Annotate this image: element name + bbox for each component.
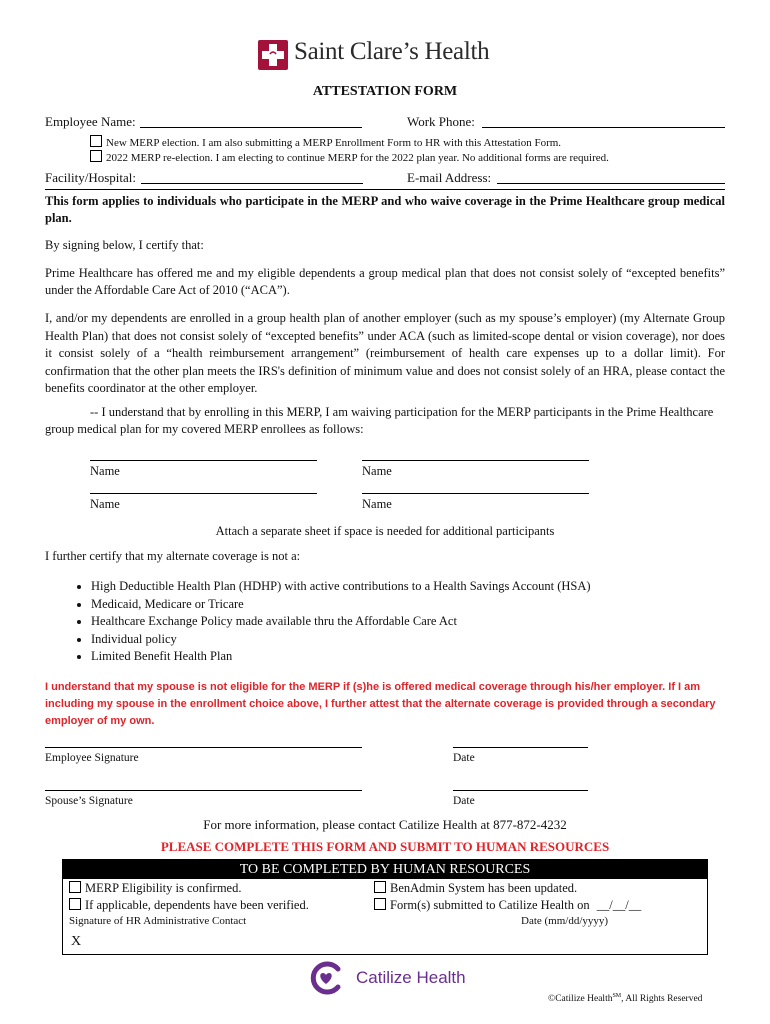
catilize-brand-name: Catilize Health <box>356 968 466 987</box>
cross-logo-icon <box>258 40 288 70</box>
spouse-date-line[interactable] <box>453 790 588 791</box>
employee-name-label: Employee Name: <box>45 114 136 129</box>
list-item: • Healthcare Exchange Policy made available thru the Affordable Care Act <box>91 613 591 631</box>
submitted-date-blank[interactable]: __/__/__ <box>596 898 642 912</box>
hr-item-submitted-text: Form(s) submitted to Catilize Health on <box>390 898 590 912</box>
list-item: • Individual policy <box>91 631 591 649</box>
attach-note: Attach a separate sheet if space is needed for additional participants <box>215 524 555 538</box>
catilize-heart-icon <box>308 960 344 996</box>
hr-item-dependents-text: If applicable, dependents have been verified. <box>85 898 309 912</box>
employee-name-field[interactable] <box>140 127 362 128</box>
contact-info: For more information, please contact Catilize Health at 877-872-4232 <box>203 817 567 832</box>
catilize-logo <box>308 960 468 996</box>
paragraph-alternate-plan: I, and/or my dependents are enrolled in a group health plan of another employer (such as my spouse’s employer) (my Alternate Group Health Plan) that does not consist solely of “excepted benefits” under ACA (such as limited-scope dental or vision coverage), nor does it consist solely of a “health reimbursement arrangement” (reimbursement of health care expenses up to a dollar limit). For confirmation that the other plan meets the IRS's definition of minimum value and does not consist solely of an HRA, please contact the benefits coordinator at the other employer. <box>45 311 725 395</box>
paragraph-waiving: -- I understand that by enrolling in this MERP, I am waiving participation for the MERP participants in the Prime Healthcare group medical plan for my covered MERP enrollees as follows: <box>45 405 714 436</box>
excluded-coverage-list <box>45 578 591 666</box>
participant-name-line-1[interactable] <box>90 460 317 461</box>
email-field[interactable] <box>497 183 725 184</box>
certify-intro: By signing below, I certify that: <box>45 238 204 252</box>
facility-field[interactable] <box>141 183 363 184</box>
submit-instructions: PLEASE COMPLETE THIS FORM AND SUBMIT TO HUMAN RESOURCES <box>160 839 610 854</box>
hr-item-dependents <box>69 898 309 913</box>
hr-date-label: Date (mm/dd/yyyy) <box>521 915 609 927</box>
hr-item-benadmin <box>374 881 577 896</box>
hr-section-header <box>63 860 707 879</box>
new-election-checkbox[interactable] <box>90 135 102 147</box>
hr-item-eligibility-text: MERP Eligibility is confirmed. <box>85 881 242 895</box>
rights-text: , All Rights Reserved <box>621 994 703 1005</box>
list-item: • Limited Benefit Health Plan <box>91 648 591 666</box>
copyright-notice <box>548 993 702 1004</box>
service-mark: SM <box>612 993 622 999</box>
hr-section-box <box>62 859 708 955</box>
option-new-election <box>90 135 561 149</box>
participant-name-line-3[interactable] <box>90 493 317 494</box>
reelection-checkbox[interactable] <box>90 150 102 162</box>
hr-item-benadmin-text: BenAdmin System has been updated. <box>390 881 578 895</box>
spouse-eligibility-statement: I understand that my spouse is not eligible for the MERP if (s)he is offered medical coverage through his/her employer. If I am including my spouse in the enrollment choice above, I further attest that the alternate coverage is provided through a secondary employer of my own. <box>45 681 716 727</box>
participant-name-label: Name <box>362 497 392 511</box>
participant-name-line-4[interactable] <box>362 493 589 494</box>
dependents-checkbox[interactable] <box>69 898 81 910</box>
submitted-checkbox[interactable] <box>374 898 386 910</box>
applies-statement: This form applies to individuals who participate in the MERP and who waive coverage in the Prime Healthcare group medical plan. <box>45 194 725 225</box>
hr-item-eligibility <box>69 881 241 896</box>
hr-signature-x[interactable]: X <box>71 934 82 949</box>
list-item: • High Deductible Health Plan (HDHP) with active contributions to a Health Savings Account (HSA) <box>91 578 591 596</box>
eligibility-checkbox[interactable] <box>69 881 81 893</box>
hr-section-title: TO BE COMPLETED BY HUMAN RESOURCES <box>239 862 531 877</box>
list-item: • Medicaid, Medicare or Tricare <box>91 596 591 614</box>
participant-name-label: Name <box>90 497 120 511</box>
spouse-date-label: Date <box>453 795 475 807</box>
brand-name: Saint Clare’s Health <box>294 38 490 65</box>
option-reelection-text: 2022 MERP re-election. I am electing to continue MERP for the 2022 plan year. No additional forms are required. <box>106 152 609 164</box>
hr-signature-label: Signature of HR Administrative Contact <box>69 915 247 927</box>
section-divider <box>45 189 725 190</box>
form-title: ATTESTATION FORM <box>312 84 458 99</box>
benadmin-checkbox[interactable] <box>374 881 386 893</box>
employee-date-label: Date <box>453 752 475 764</box>
participant-name-label: Name <box>90 464 120 478</box>
participant-name-label: Name <box>362 464 392 478</box>
copyright-text: ©Catilize Health <box>548 994 613 1005</box>
employee-signature-line[interactable] <box>45 747 362 748</box>
option-reelection <box>90 150 609 164</box>
further-certify: I further certify that my alternate coverage is not a: <box>45 549 301 563</box>
saint-clares-logo <box>258 38 518 72</box>
option-new-election-text: New MERP election. I am also submitting a MERP Enrollment Form to HR with this Attestation Form. <box>106 137 562 149</box>
hr-item-submitted <box>374 898 641 913</box>
participant-name-line-2[interactable] <box>362 460 589 461</box>
spouse-signature-label: Spouse’s Signature <box>45 795 133 807</box>
employee-date-line[interactable] <box>453 747 588 748</box>
work-phone-label: Work Phone: <box>407 114 475 129</box>
paragraph-offered-plan: Prime Healthcare has offered me and my eligible dependents a group medical plan that does not consist solely of “excepted benefits” under the Affordable Care Act of 2010 (“ACA”). <box>45 266 725 297</box>
spouse-signature-line[interactable] <box>45 790 362 791</box>
facility-label: Facility/Hospital: <box>45 170 136 185</box>
email-label: E-mail Address: <box>407 170 492 185</box>
employee-signature-label: Employee Signature <box>45 752 139 764</box>
work-phone-field[interactable] <box>482 127 725 128</box>
